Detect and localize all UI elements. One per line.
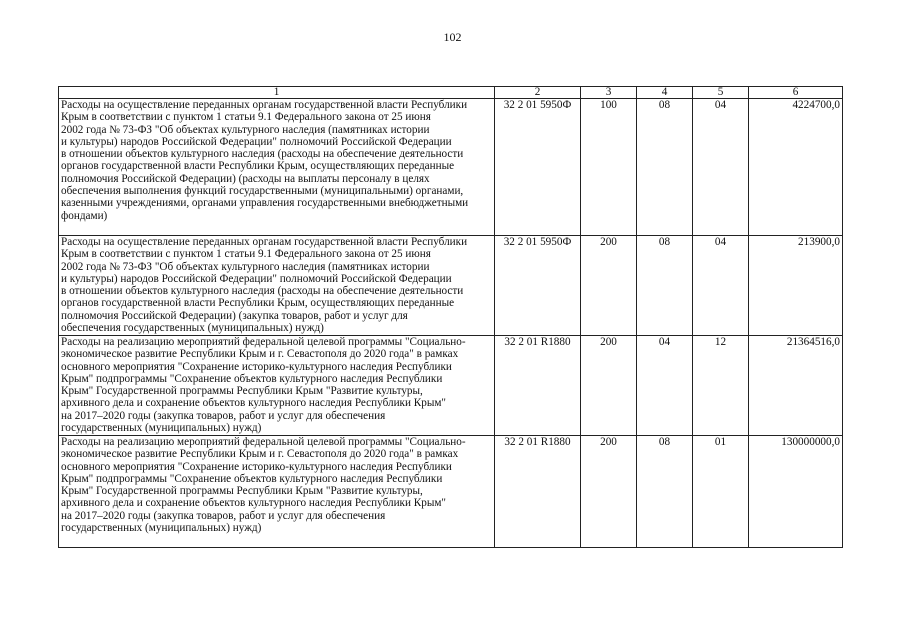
description-line: фондами) [61, 209, 108, 222]
description-line: экономическое развитие Республики Крым и г. Севастополя до 2020 года" в рамках [61, 448, 459, 461]
description-line: и культуры) народов Российской Федерации" полномочий Российской Федерации [61, 272, 452, 285]
table-row [59, 99, 843, 236]
amount-cell: 21364516,0 [749, 336, 843, 436]
column-header: 3 [581, 87, 637, 99]
expense-type-code: 200 [581, 336, 637, 436]
description-line: Крым в соответствии с пунктом 1 статьи 9.1 Федерального закона от 25 июня [61, 248, 431, 261]
description-line: государственных (муниципальных) нужд) [61, 422, 262, 435]
description-line: на 2017–2020 годы (закупка товаров, работ и услуг для обеспечения [61, 509, 386, 522]
description-line: архивного дела и сохранение объектов культурного наследия Республики Крым" [61, 497, 446, 510]
description-line: основного мероприятия "Сохранение историко-культурного наследия Республики [61, 360, 452, 373]
description-line: основного мероприятия "Сохранение историко-культурного наследия Республики [61, 460, 452, 473]
target-article-code: 32 2 01 R1880 [495, 336, 581, 436]
expense-type-code: 200 [581, 236, 637, 336]
expense-type-code: 200 [581, 436, 637, 548]
description-line: обеспечения выполнения функций государственными (муниципальными) органами, [61, 185, 464, 198]
description-line: Расходы на реализацию мероприятий федеральной целевой программы "Социально- [61, 336, 466, 348]
section-code: 08 [637, 99, 693, 236]
description-line: экономическое развитие Республики Крым и г. Севастополя до 2020 года" в рамках [61, 348, 459, 361]
section-code: 08 [637, 236, 693, 336]
subsection-code: 12 [693, 336, 749, 436]
description-line: и культуры) народов Российской Федерации" полномочий Российской Федерации [61, 135, 452, 148]
description-line: Расходы на осуществление переданных органам государственной власти Республики [61, 99, 468, 111]
section-code: 04 [637, 336, 693, 436]
description-line: органов государственной власти Республики Крым, осуществляющих переданные [61, 160, 455, 173]
target-article-code: 32 2 01 5950Ф [495, 236, 581, 336]
description-line: государственных (муниципальных) нужд) [61, 522, 262, 535]
subsection-code: 04 [693, 99, 749, 236]
section-code: 08 [637, 436, 693, 548]
description-line: 2002 года № 73-ФЗ "Об объектах культурного наследия (памятниках истории [61, 260, 430, 273]
description-line: Крым" Государственной программы Республики Крым "Развитие культуры, [61, 385, 423, 398]
target-article-code: 32 2 01 R1880 [495, 436, 581, 548]
description-line: полномочия Российской Федерации) (расходы на выплаты персоналу в целях [61, 172, 430, 185]
description-line: Крым" подпрограммы "Сохранение объектов культурного наследия Республики [61, 472, 443, 485]
description-line: Крым в соответствии с пунктом 1 статьи 9.1 Федерального закона от 25 июня [61, 111, 431, 124]
expense-description [59, 436, 495, 548]
expense-description [59, 236, 495, 336]
description-line: Крым" подпрограммы "Сохранение объектов культурного наследия Республики [61, 372, 443, 385]
table-row [59, 236, 843, 336]
subsection-code: 04 [693, 236, 749, 336]
description-line: казенными учреждениями, органами управления государственными внебюджетными [61, 197, 469, 210]
description-line: 2002 года № 73-ФЗ "Об объектах культурного наследия (памятниках истории [61, 123, 430, 136]
expense-type-code: 100 [581, 99, 637, 236]
expense-description [59, 336, 495, 436]
amount-cell: 130000000,0 [749, 436, 843, 548]
subsection-code: 01 [693, 436, 749, 548]
column-header: 4 [637, 87, 693, 99]
column-header: 2 [495, 87, 581, 99]
description-line: архивного дела и сохранение объектов культурного наследия Республики Крым" [61, 397, 446, 410]
description-line: Расходы на реализацию мероприятий федеральной целевой программы "Социально- [61, 436, 466, 448]
column-header: 1 [59, 87, 495, 99]
column-header: 6 [749, 87, 843, 99]
table-row [59, 436, 843, 548]
amount-cell: 213900,0 [749, 236, 843, 336]
description-line: органов государственной власти Республики Крым, осуществляющих переданные [61, 297, 455, 310]
column-header: 5 [693, 87, 749, 99]
expense-description [59, 99, 495, 236]
target-article-code: 32 2 01 5950Ф [495, 99, 581, 236]
description-line: в отношении объектов культурного наследия (расходы на обеспечение деятельности [61, 285, 464, 298]
description-line: полномочия Российской Федерации) (закупка товаров, работ и услуг для [61, 309, 408, 322]
table-row [59, 336, 843, 436]
description-line: Расходы на осуществление переданных органам государственной власти Республики [61, 236, 468, 248]
description-line: в отношении объектов культурного наследия (расходы на обеспечение деятельности [61, 148, 464, 161]
description-line: Крым" Государственной программы Республики Крым "Развитие культуры, [61, 485, 423, 498]
table-header-row [59, 87, 843, 99]
description-line: на 2017–2020 годы (закупка товаров, работ и услуг для обеспечения [61, 409, 386, 422]
description-line: обеспечения государственных (муниципальных) нужд) [61, 322, 324, 335]
amount-cell: 4224700,0 [749, 99, 843, 236]
page-number: 102 [443, 30, 462, 44]
budget-table [58, 86, 843, 548]
